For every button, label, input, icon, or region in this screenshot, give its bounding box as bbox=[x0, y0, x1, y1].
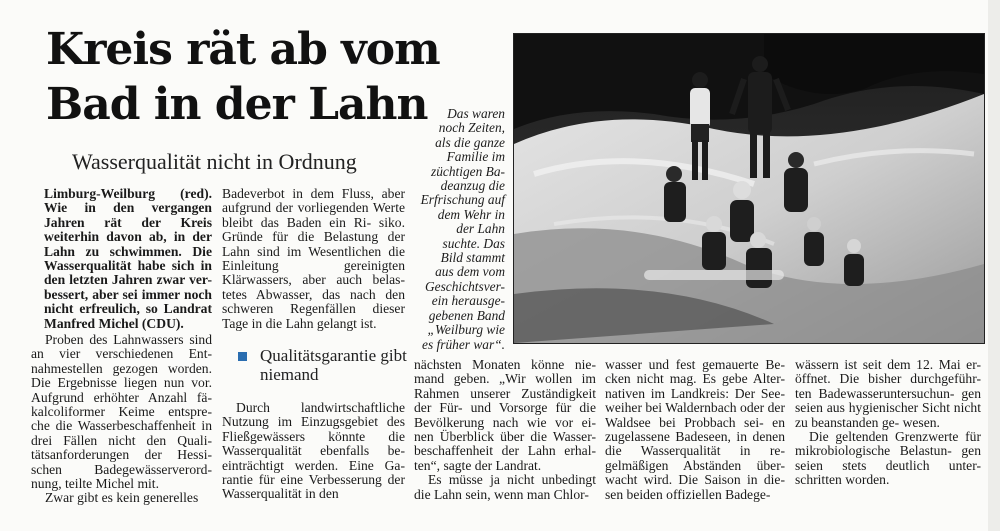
body-paragraph: nächsten Monaten könne nie- mand geben. „Wir wollen im Rahmen unserer Zuständigkeit der Für- und Vorsorge für die Bevölkerung nach wie vor ei- nen Überblick über die Wasser- beschaffenheit der Lahn erhal- ten“, sagte der Landrat. bbox=[414, 357, 596, 473]
photo-illustration bbox=[514, 34, 984, 343]
lead-dateline: Limburg-Weilburg (red). bbox=[44, 186, 212, 201]
body-paragraph: Es müsse ja nicht unbedingt die Lahn sein, wenn man Chlor- bbox=[414, 472, 596, 502]
body-paragraph: wasser und fest gemauerte Be- cken nicht mag. Es gebe Alter- nativen im Landkreis: Der See- weiher bei Waldernbach oder der Waldsee bei Probbach sei- en zugelassene Badeseen, in denen die Wasserqualität in re- gelmäßigen Abständen über- wacht wird. Die Saison in die- sen beiden offiziellen Badege- bbox=[605, 357, 785, 502]
body-paragraph: Zwar gibt es kein generelles bbox=[45, 490, 199, 506]
section-subtitle bbox=[238, 346, 408, 384]
body-paragraph: Die geltenden Grenzwerte für mikrobiologische Belastun- gen seien stets deutlich unter- schritten worden. bbox=[795, 429, 981, 488]
section-subtitle-text: Qualitätsgarantie gibt niemand bbox=[260, 346, 407, 384]
column-1-top bbox=[44, 187, 212, 331]
column-1-bottom bbox=[31, 333, 212, 506]
column-2-top bbox=[222, 187, 405, 331]
body-paragraph: Durch landwirtschaftliche Nutzung im Einzugsgebiet des Fließgewässers könnte die Wasserqualität ebenfalls be- einträchtigt werden. Eine Ga- rantie für eine Verbesserung der Wasserqualität in den bbox=[222, 400, 405, 502]
body-paragraph: Proben des Lahnwassers sind an vier verschiedenen Ent- nahmestellen gezogen worden. Die Ergebnisse liegen nun vor. Aufgrund erhöhter Anzahl fä- kalcoliformer Keime entspre- che die Wasserbeschaffenheit in drei Fällen nicht den Quali- tätsanforderungen der Hessi- schen Badegewässerverord- nung, teilte Michel mit. bbox=[31, 332, 212, 492]
column-5 bbox=[795, 358, 981, 488]
column-3 bbox=[414, 358, 596, 502]
headline: Kreis rät ab vom Bad in der Lahn bbox=[46, 24, 440, 130]
body-paragraph: Badeverbot in dem Fluss, aber aufgrund der vorliegenden Werte bleibt das Baden ein Ri- siko. Gründe für die Belastung der Lahn sind im Wesentlichen die Einleitung gereinigten Klärwassers, aber auch belas- tetes Abwasser, das nach den schweren Regenfällen dieser Tage in die Lahn gelangt ist. bbox=[222, 186, 405, 331]
column-2-bottom bbox=[222, 401, 405, 502]
lead-paragraph: Wie in den vergangen Jahren rät der Kreis weiterhin davon ab, in der Lahn zu schwimmen. Die Wasserqualität habe sich in den letzten Jahren zwar ver- bessert, aber sei immer noch nicht erfreulich, so Landrat Manfred Michel (CDU). bbox=[44, 200, 212, 331]
photo-caption: Das waren noch Zeiten, als die ganze Familie im züchtigen Ba- deanzug die Erfrischung auf dem Wehr in der Lahn suchte. Das Bild stammt aus dem vom Geschichtsver- ein herausge- gebenen Band „Weilburg wie es früher war“. bbox=[420, 106, 505, 352]
body-paragraph: wässern ist seit dem 12. Mai er- öffnet. Die bisher durchgeführ- ten Badewasseruntersuchun- gen seien aus hygienischer Sicht nicht zu beanstanden ge- wesen. bbox=[795, 357, 981, 430]
historic-bathing-photo bbox=[513, 33, 985, 344]
blue-square-icon bbox=[238, 352, 247, 361]
column-4 bbox=[605, 358, 785, 502]
page-edge bbox=[988, 0, 1000, 531]
subheadline: Wasserqualität nicht in Ordnung bbox=[72, 149, 357, 174]
